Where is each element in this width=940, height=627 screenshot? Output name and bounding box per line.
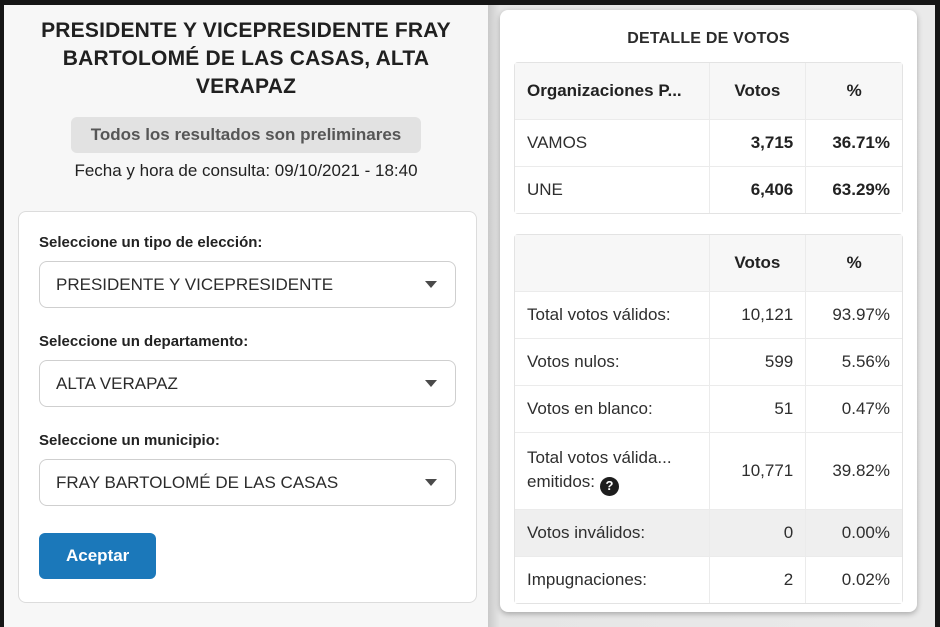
table-row [515, 556, 902, 603]
left-panel [4, 5, 488, 627]
preliminary-results-badge: Todos los resultados son preliminares [71, 117, 421, 153]
table-header-row [515, 235, 902, 291]
party-votes: 6,406 [709, 166, 806, 213]
total-votes: 10,771 [709, 432, 806, 509]
table-row-highlighted [515, 509, 902, 556]
table-row [515, 166, 902, 213]
vote-detail-title: DETALLE DE VOTOS [627, 30, 790, 47]
tables-spacer [514, 214, 903, 234]
chevron-down-icon [425, 380, 437, 387]
party-votes: 3,715 [709, 119, 806, 166]
column-header-organizations: Organizaciones P... [515, 63, 709, 119]
total-votes: 51 [709, 385, 806, 432]
table-row [515, 385, 902, 432]
total-label [515, 432, 709, 509]
help-question-icon[interactable]: ? [600, 477, 619, 496]
total-votes: 2 [709, 556, 806, 603]
municipality-select[interactable] [39, 459, 456, 506]
total-label: Impugnaciones: [515, 556, 709, 603]
table-header-row [515, 63, 902, 119]
total-label: Votos nulos: [515, 338, 709, 385]
total-percent: 0.47% [805, 385, 902, 432]
column-header-percent: % [805, 235, 902, 291]
department-label: Seleccione un departamento: [39, 333, 249, 350]
table-row [515, 338, 902, 385]
total-percent: 0.02% [805, 556, 902, 603]
chevron-down-icon [425, 281, 437, 288]
party-name: VAMOS [515, 119, 709, 166]
total-percent: 0.00% [805, 509, 902, 556]
total-percent: 39.82% [805, 432, 902, 509]
vote-detail-card [500, 10, 917, 612]
chevron-down-icon [425, 479, 437, 486]
election-type-select[interactable] [39, 261, 456, 308]
page-title: PRESIDENTE Y VICEPRESIDENTE FRAY BARTOLOMÉ DE LAS CASAS, ALTA VERAPAZ [41, 19, 451, 98]
department-value: ALTA VERAPAZ [56, 373, 178, 393]
total-percent: 5.56% [805, 338, 902, 385]
election-type-value: PRESIDENTE Y VICEPRESIDENTE [56, 274, 334, 294]
total-percent: 93.97% [805, 291, 902, 338]
total-label: Votos inválidos: [515, 509, 709, 556]
total-votes: 0 [709, 509, 806, 556]
table-row [515, 291, 902, 338]
department-select[interactable] [39, 360, 456, 407]
total-votes: 599 [709, 338, 806, 385]
party-percent: 36.71% [805, 119, 902, 166]
right-panel [488, 5, 935, 627]
total-label: Votos en blanco: [515, 385, 709, 432]
column-header-votes: Votos [709, 235, 806, 291]
total-votes: 10,121 [709, 291, 806, 338]
column-header-percent: % [805, 63, 902, 119]
column-header-votes: Votos [709, 63, 806, 119]
table-row [515, 119, 902, 166]
query-datetime: Fecha y hora de consulta: 09/10/2021 - 18:40 [74, 161, 418, 180]
total-label: Total votos válidos: [515, 291, 709, 338]
column-header-empty [515, 235, 709, 291]
table-row [515, 432, 902, 509]
badge-container [4, 117, 488, 153]
parties-votes-table [514, 62, 903, 214]
election-type-label: Seleccione un tipo de elección: [39, 234, 263, 251]
party-name: UNE [515, 166, 709, 213]
total-label-line2: emitidos: [527, 472, 596, 491]
municipality-label: Seleccione un municipio: [39, 432, 220, 449]
totals-votes-table [514, 234, 903, 604]
page-content [4, 5, 935, 627]
municipality-value: FRAY BARTOLOMÉ DE LAS CASAS [56, 472, 339, 492]
party-percent: 63.29% [805, 166, 902, 213]
total-label-line1: Total votos válida... [527, 448, 672, 467]
selection-form-card [18, 211, 477, 603]
accept-button[interactable]: Aceptar [39, 533, 156, 579]
